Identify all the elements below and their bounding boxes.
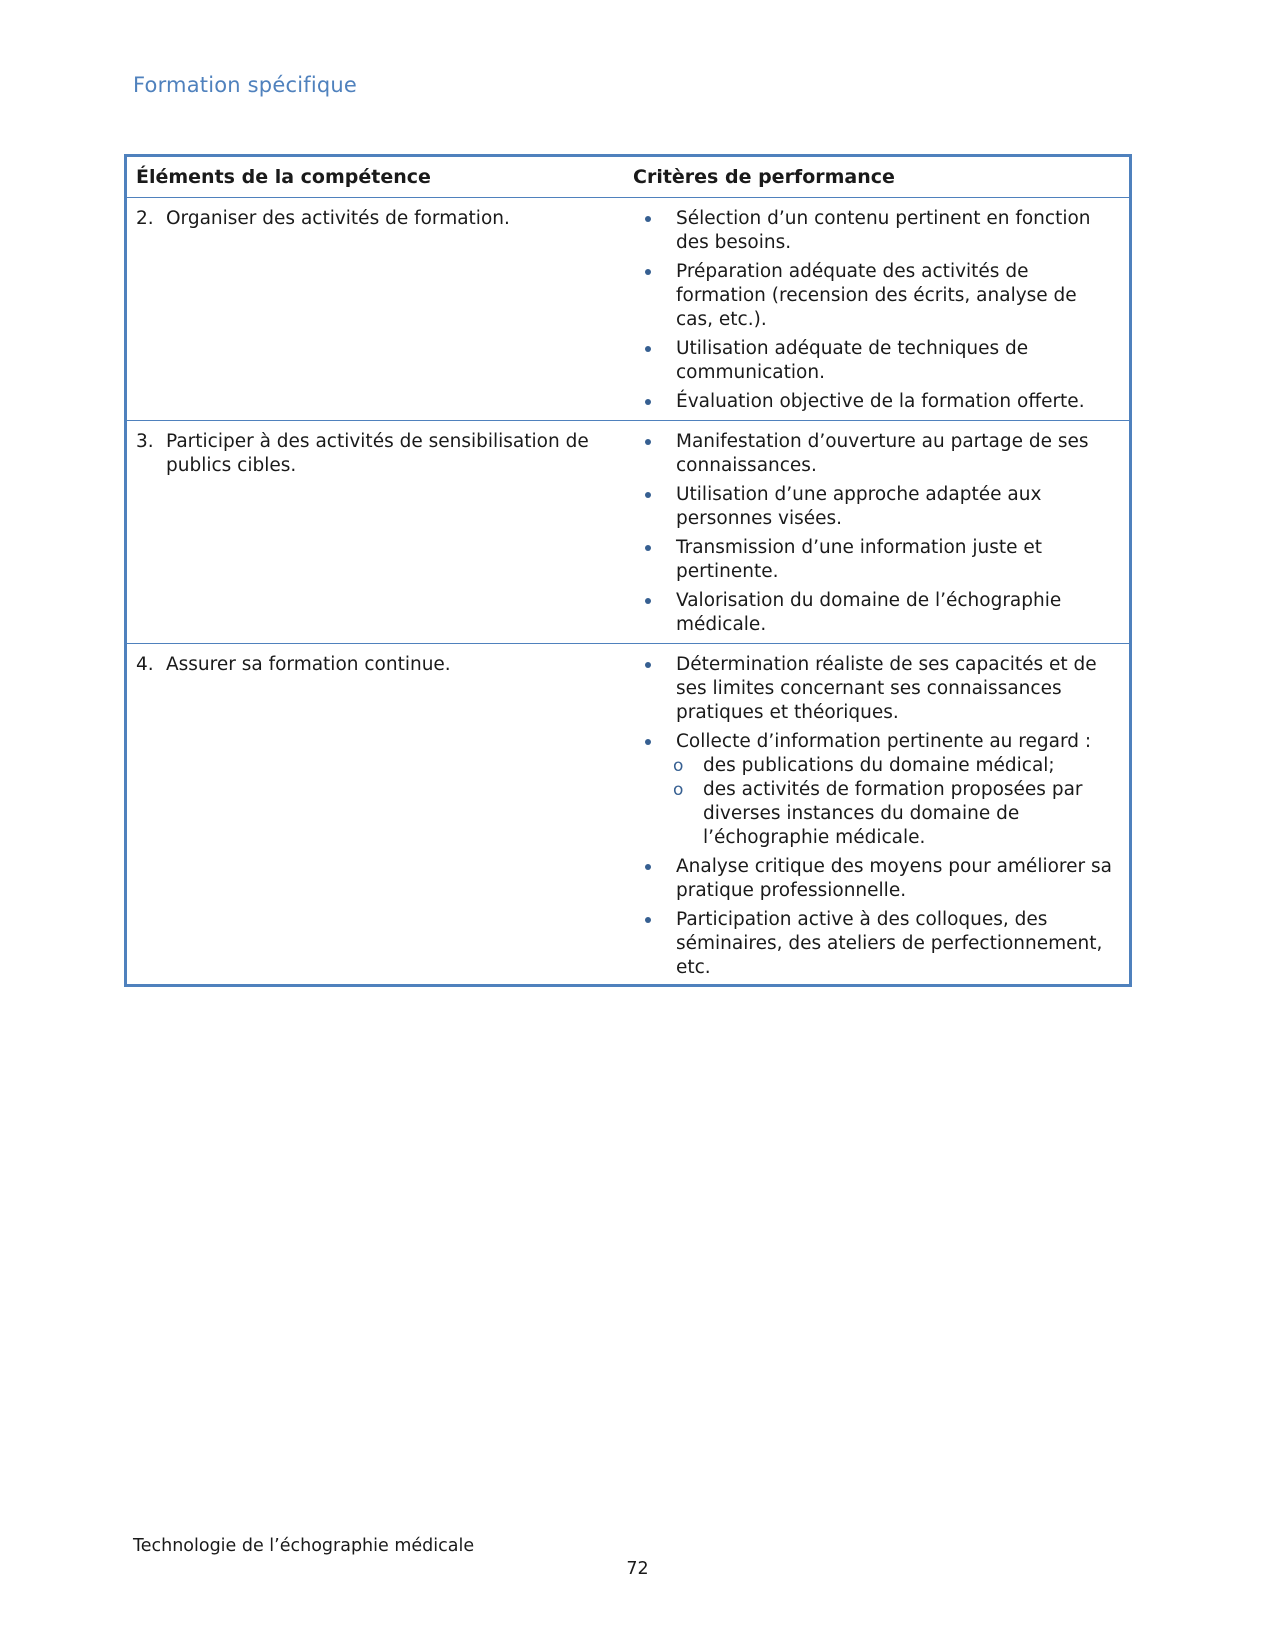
bullet-icon: [632, 260, 676, 332]
criteria-cell: [623, 421, 1129, 644]
criteria-text: Utilisation adéquate de techniques de communication.: [676, 338, 1029, 383]
criteria-text: Analyse critique des moyens pour améliorer sa pratique professionnelle.: [676, 856, 1112, 901]
criteria-item: [632, 390, 1121, 414]
footer-document-title: Technologie de l’échographie médicale: [133, 1536, 475, 1556]
criteria-list: [632, 207, 1121, 414]
sub-bullet-icon: o: [673, 780, 684, 800]
sub-item: [673, 778, 1115, 850]
criteria-item: [632, 536, 1121, 584]
element-number: 3.: [136, 431, 154, 452]
criteria-item: [632, 483, 1121, 531]
element-number: 2.: [136, 208, 154, 229]
criteria-item: [632, 855, 1121, 903]
bullet-icon: [632, 908, 676, 980]
sub-bullet-icon: o: [673, 756, 684, 776]
criteria-text: Valorisation du domaine de l’échographie médicale.: [676, 590, 1062, 635]
criteria-item: [632, 430, 1121, 478]
criteria-text: Évaluation objective de la formation offerte.: [676, 391, 1085, 412]
bullet-icon: [632, 589, 676, 637]
sub-text: des activités de formation proposées par diverses instances du domaine de l’échographie médicale.: [703, 779, 1083, 848]
sub-item: [673, 754, 1115, 778]
element-cell: [127, 644, 623, 985]
criteria-item: [632, 730, 1121, 850]
criteria-list: [632, 430, 1121, 637]
criteria-text: Transmission d’une information juste et pertinente.: [676, 537, 1043, 582]
bullet-icon: [632, 653, 676, 725]
criteria-body: [673, 730, 1121, 850]
table-header-row: [127, 157, 1129, 198]
criteria-text: Sélection d’un contenu pertinent en fonction des besoins.: [676, 208, 1091, 253]
competence-table: [124, 154, 1132, 987]
bullet-icon: [632, 483, 676, 531]
bullet-icon: [632, 207, 676, 255]
bullet-icon: [632, 430, 676, 478]
competence-table-grid: [127, 157, 1129, 984]
criteria-list: [632, 653, 1121, 980]
element-text: Organiser des activités de formation.: [166, 208, 510, 229]
bullet-icon: [632, 730, 676, 850]
bullet-icon: [632, 390, 676, 414]
header-elements: Éléments de la compétence: [127, 157, 623, 198]
table-row: [127, 198, 1129, 421]
element-text: Participer à des activités de sensibilisation de publics cibles.: [166, 431, 589, 476]
element-text: Assurer sa formation continue.: [166, 654, 451, 675]
criteria-cell: [623, 198, 1129, 421]
page-header-title: Formation spécifique: [133, 73, 358, 97]
sub-list: [673, 754, 1115, 850]
element-number: 4.: [136, 654, 154, 675]
bullet-icon: [632, 337, 676, 385]
table-row: [127, 421, 1129, 644]
criteria-text: Collecte d’information pertinente au regard :: [676, 731, 1092, 752]
criteria-text: Préparation adéquate des activités de formation (recension des écrits, analyse de cas, etc.).: [676, 261, 1077, 330]
page-number: 72: [626, 1559, 649, 1579]
criteria-item: [632, 207, 1121, 255]
criteria-item: [632, 589, 1121, 637]
element-cell: [127, 198, 623, 421]
criteria-item: [632, 908, 1121, 980]
criteria-text: Détermination réaliste de ses capacités et de ses limites concernant ses connaissances pratiques et théoriques.: [676, 654, 1097, 723]
sub-text: des publications du domaine médical;: [703, 755, 1055, 776]
table-row: [127, 644, 1129, 985]
criteria-item: [632, 337, 1121, 385]
bullet-icon: [632, 536, 676, 584]
criteria-text: Participation active à des colloques, des séminaires, des ateliers de perfectionnement, etc.: [676, 909, 1103, 978]
element-cell: [127, 421, 623, 644]
criteria-text: Manifestation d’ouverture au partage de ses connaissances.: [676, 431, 1089, 476]
bullet-icon: [632, 855, 676, 903]
criteria-item: [632, 260, 1121, 332]
criteria-item: [632, 653, 1121, 725]
criteria-cell: [623, 644, 1129, 985]
header-criteria: Critères de performance: [623, 157, 1129, 198]
criteria-text: Utilisation d’une approche adaptée aux personnes visées.: [676, 484, 1042, 529]
